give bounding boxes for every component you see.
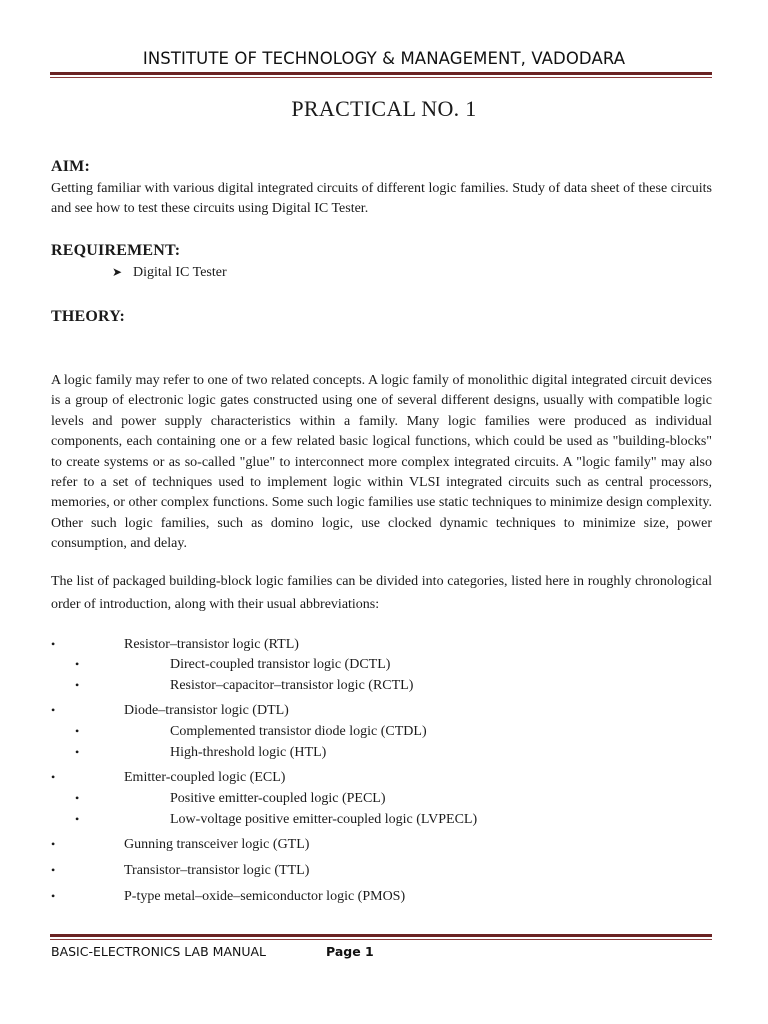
bullet-icon: • — [75, 745, 80, 759]
list-item-label: Emitter-coupled logic (ECL) — [124, 770, 286, 785]
aim-text: Getting familiar with various digital integrated circuits of different logic families. Study of data sheet of these circuits and see how to test these circuits using Digital IC Tester. — [51, 181, 712, 217]
bullet-icon: • — [75, 791, 80, 805]
list-item-label: Complemented transistor diode logic (CTDL) — [170, 724, 427, 739]
aim-heading: AIM: — [51, 158, 91, 175]
list-item-label: Direct-coupled transistor logic (DCTL) — [170, 657, 391, 672]
footer-page-number: Page 1 — [326, 944, 374, 959]
list-item-label: P-type metal–oxide–semiconductor logic (PMOS) — [124, 889, 406, 904]
bullet-icon: • — [51, 637, 56, 651]
list-item-label: Positive emitter-coupled logic (PECL) — [170, 791, 386, 806]
footer-rule-thin — [50, 939, 712, 940]
theory-heading: THEORY: — [51, 308, 126, 325]
list-item-label: Transistor–transistor logic (TTL) — [124, 863, 310, 878]
bullet-icon: • — [51, 889, 56, 903]
requirement-item — [112, 265, 227, 281]
list-item-label: Resistor–transistor logic (RTL) — [124, 637, 299, 652]
requirement-item-label: Digital IC Tester — [133, 265, 227, 280]
bullet-icon: • — [75, 724, 80, 738]
bullet-icon: • — [51, 770, 56, 784]
bullet-icon: • — [51, 837, 56, 851]
bullet-icon: • — [75, 657, 80, 671]
footer-rule-thick — [50, 934, 712, 937]
list-item-label: Gunning transceiver logic (GTL) — [124, 837, 310, 852]
bullet-icon: • — [75, 678, 80, 692]
header-rule-thin — [50, 77, 712, 78]
bullet-icon: • — [75, 812, 80, 826]
header-rule-thick — [50, 72, 712, 75]
list-item-label: Diode–transistor logic (DTL) — [124, 703, 289, 718]
institute-header: INSTITUTE OF TECHNOLOGY & MANAGEMENT, VADODARA — [142, 49, 626, 68]
arrow-bullet-icon: ➤ — [112, 265, 123, 279]
requirement-heading: REQUIREMENT: — [51, 242, 181, 259]
list-item-label: Low-voltage positive emitter-coupled logic (LVPECL) — [170, 812, 478, 827]
theory-paragraph-1: A logic family may refer to one of two related concepts. A logic family of monolithic digital integrated circuit devices is a group of electronic logic gates constructed using one of several different designs, usually with compatible logic levels and power supply characteristics within a family. Many logic families were produced as individual components, each containing one or a few related basic logical functions, which could be used as "building-blocks" to create systems or as so-called "glue" to interconnect more complex integrated circuits. A "logic family" may also refer to a set of techniques used to implement logic within VLSI integrated circuits such as central processors, memories, or other complex functions. Some such logic families use static techniques to minimize design complexity. Other such logic families, such as domino logic, use clocked dynamic techniques to minimize size, power consumption, and delay. — [51, 373, 712, 552]
footer-manual-title: BASIC-ELECTRONICS LAB MANUAL — [51, 944, 267, 959]
bullet-icon: • — [51, 863, 56, 877]
practical-title: PRACTICAL NO. 1 — [291, 96, 477, 121]
bullet-icon: • — [51, 703, 56, 717]
list-item-label: Resistor–capacitor–transistor logic (RCTL) — [170, 678, 414, 693]
theory-paragraph-2: The list of packaged building-block logic families can be divided into categories, listed here in roughly chronological order of introduction, along with their usual abbreviations: — [51, 574, 712, 612]
list-item-label: High-threshold logic (HTL) — [170, 745, 327, 760]
